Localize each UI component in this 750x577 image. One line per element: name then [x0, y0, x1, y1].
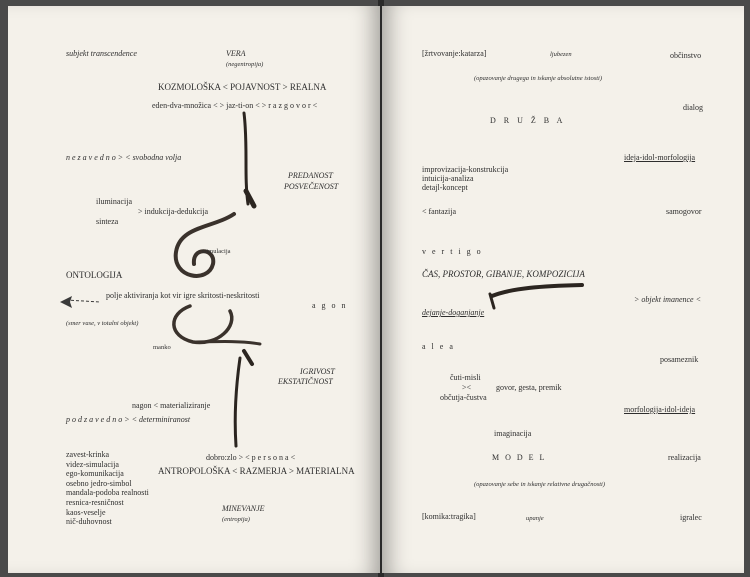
list-item: kaos-veselje: [66, 507, 106, 517]
list-item: zavest-krinka: [66, 450, 110, 459]
kozmoloska-axis: KOZMOLOŠKA < POJAVNOST > REALNA: [158, 82, 327, 92]
komika-label: [komika:tragika]: [422, 512, 476, 521]
cross-symbol: ><: [462, 383, 472, 392]
opazovanje-drugega: (opazovanje drugega in iskanje absolutne istosti): [474, 75, 603, 82]
smer-label: (smer vase, v totalni objekt): [66, 320, 139, 327]
ljubezen-label: ljubezen: [550, 51, 572, 58]
agon-label: a g o n: [312, 301, 348, 310]
iluminacija-label: iluminacija: [96, 197, 132, 206]
sequence-top: eden-dva-množica < > jaz-ti-on < > r a z g o v o r <: [152, 101, 318, 110]
realizacija-label: realizacija: [668, 453, 701, 462]
igrivost-label: IGRIVOST: [300, 367, 335, 376]
left-term-list: [66, 450, 149, 527]
vera-label: VERA: [226, 49, 246, 58]
cuti-misli-label: čuti-misli: [450, 373, 481, 382]
morfologija-label: morfologija-idol-ideja: [624, 405, 696, 414]
opazovanje-sebe: (opazovanje sebe in iskanje relativne drugačnosti): [474, 481, 605, 488]
intuicija-label: intuicija-analiza: [422, 174, 474, 183]
list-item: osebno jedro-simbol: [66, 478, 132, 488]
list-item: resnica-resničnost: [66, 497, 124, 507]
predanost-label: PREDANOST: [288, 171, 333, 180]
objekt-imanence-label: > objekt imanence <: [634, 295, 701, 304]
vertigo-label: v e r t i g o: [422, 247, 483, 256]
sinteza-label: sinteza: [96, 217, 119, 226]
minevanje-label: MINEVANJE: [222, 504, 265, 513]
detajl-label: detajl-koncept: [422, 183, 468, 192]
upanje-label: upanje: [526, 515, 544, 522]
list-item: mandala-podoba realnosti: [66, 488, 149, 498]
nezavedno-line: n e z a v e d n o > < svobodna volja: [66, 153, 182, 162]
podzavedno-line: p o d z a v e d n o > < determiniranost: [66, 415, 191, 424]
entropija-label: (entropija): [222, 516, 250, 523]
dialog-label: dialog: [683, 103, 703, 112]
alea-label: a l e a: [422, 342, 455, 351]
indukcija-label: > indukcija-dedukcija: [138, 207, 209, 216]
imaginacija-label: imaginacija: [494, 429, 532, 438]
dobro-zlo-line: dobro:zlo > < p e r s o n a <: [206, 453, 296, 462]
antropoloska-axis: ANTROPOLOŠKA < RAZMERJA > MATERIALNA: [158, 466, 355, 476]
ekstaticnost-label: EKSTATIČNOST: [278, 377, 333, 386]
ideja-idol-label: ideja-idol-morfologija: [624, 153, 696, 162]
negentropija-label: (negentropija): [226, 61, 264, 68]
dejanje-label: dejanje-doganjanje: [422, 308, 485, 317]
druzba-label: D R U Ž B A: [490, 116, 566, 125]
list-item: videz-simulacija: [66, 459, 119, 469]
list-item: nič-duhovnost: [66, 517, 112, 527]
improvizacija-label: improvizacija-konstrukcija: [422, 165, 509, 174]
stimulacija-label: stimulacija: [202, 248, 231, 255]
posameznik-label: posameznik: [660, 355, 699, 364]
model-label: M O D E L: [492, 453, 547, 462]
list-item: ego-komunikacija: [66, 469, 124, 479]
nagon-line: nagon < materializiranje: [132, 401, 211, 410]
igralec-label: igralec: [680, 513, 702, 522]
samogovor-label: samogovor: [666, 207, 702, 216]
ontologija-label: ONTOLOGIJA: [66, 270, 123, 280]
subjekt-transcendence: subjekt transcendence: [66, 49, 137, 58]
govor-label: govor, gesta, premik: [496, 383, 562, 392]
obcutja-label: občutja-čustva: [440, 393, 487, 402]
zrtvovanje-label: [žrtvovanje:katarza]: [422, 49, 487, 58]
obcinstvo-label: občinstvo: [670, 51, 702, 60]
cas-prostor-label: ČAS, PROSTOR, GIBANJE, KOMPOZICIJA: [422, 269, 585, 279]
posvecenost-label: POSVEČENOST: [284, 182, 339, 191]
left-page: [8, 6, 380, 573]
polje-label: polje aktiviranja kot vir igre skritosti-neskritosti: [106, 291, 260, 300]
right-page: [382, 6, 744, 573]
fantazija-label: < fantazija: [422, 207, 457, 216]
manko-label: manko: [153, 344, 171, 351]
